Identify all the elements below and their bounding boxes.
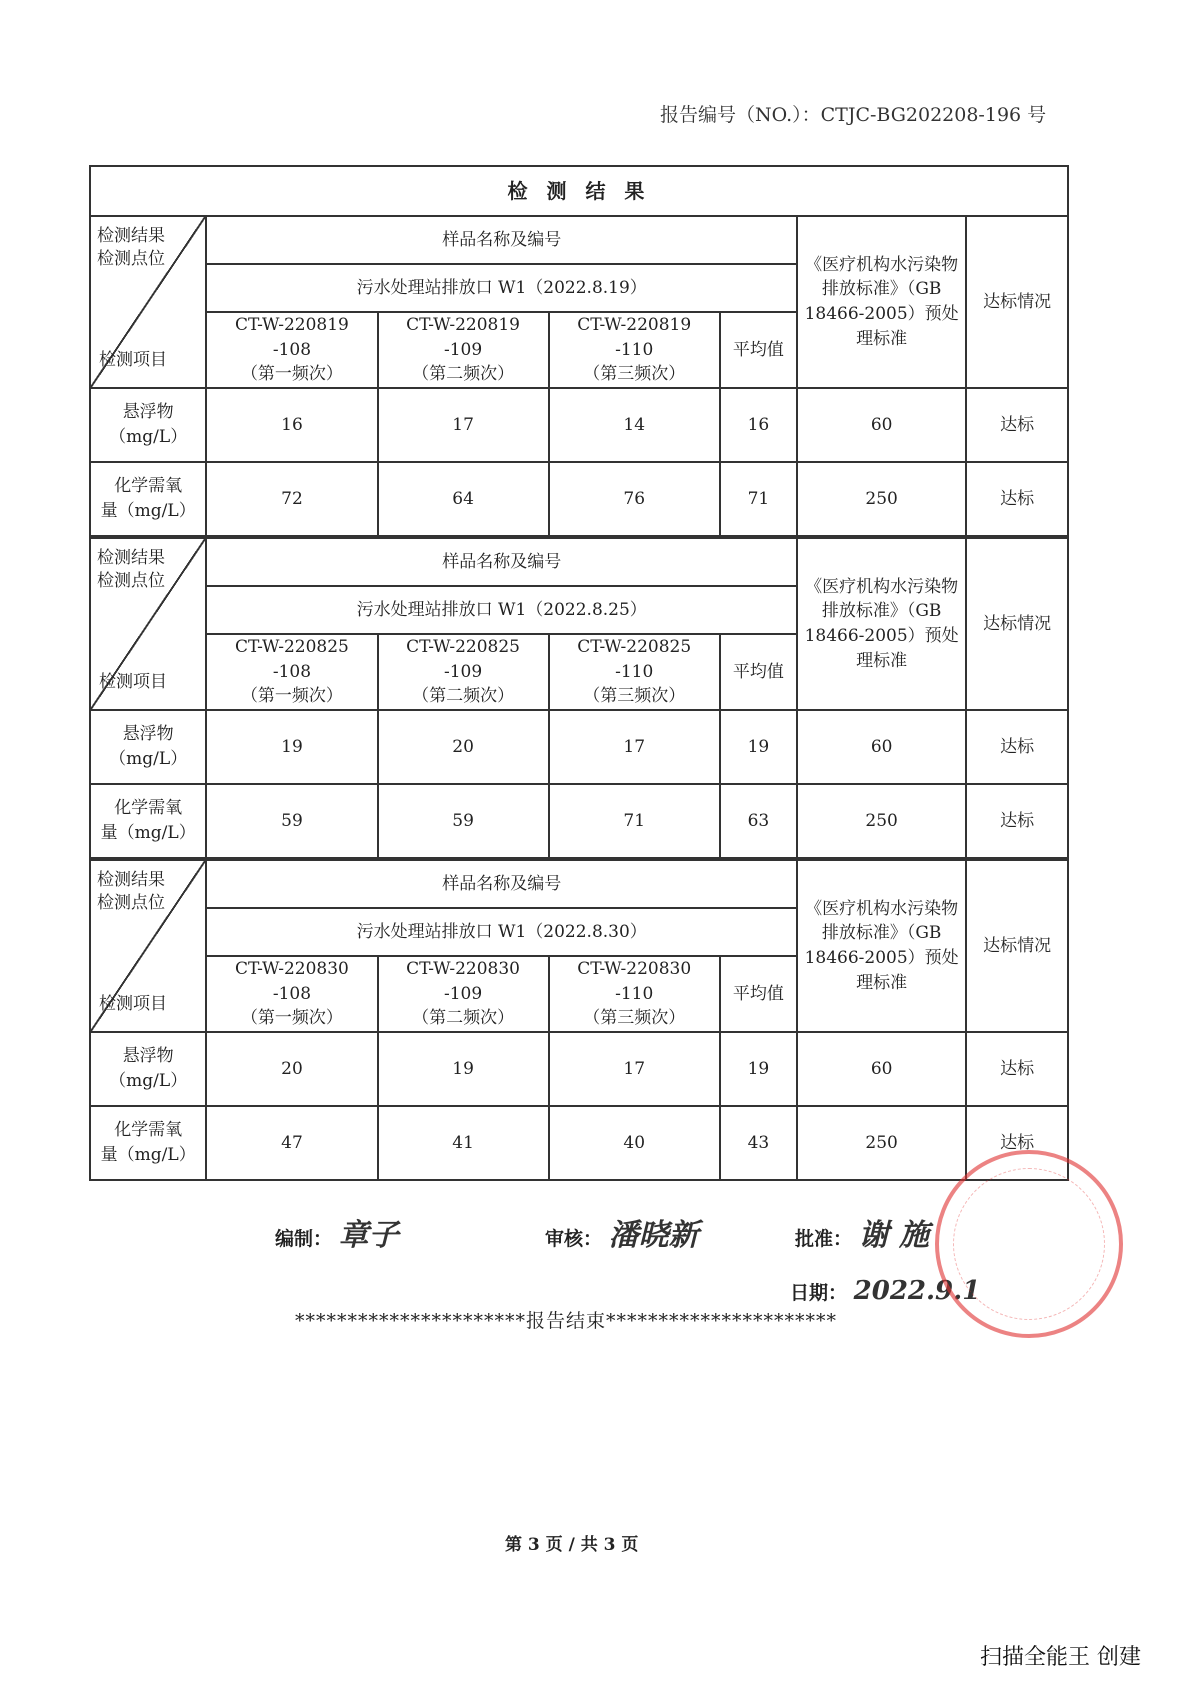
- date-value: 2022.9.1: [853, 1276, 981, 1306]
- sample-id-cell: CT-W-220825 -109 （第二频次）: [378, 634, 549, 710]
- result-value-cell: 16: [206, 388, 377, 462]
- diagonal-bottom-label: 检测项目: [99, 994, 167, 1015]
- result-value-cell: 20: [206, 1032, 377, 1106]
- status-cell: 达标: [966, 710, 1068, 784]
- diagonal-bottom-label: 检测项目: [99, 350, 167, 371]
- sample-id-cell: CT-W-220830 -109 （第二频次）: [378, 956, 549, 1032]
- table-row: [90, 784, 1068, 858]
- result-value-cell: 19: [206, 710, 377, 784]
- result-value-cell: 47: [206, 1106, 377, 1180]
- sample-id-cell: CT-W-220819 -109 （第二频次）: [378, 312, 549, 388]
- result-value-cell: 19: [378, 1032, 549, 1106]
- result-table: [89, 859, 1069, 1181]
- result-value-cell: 14: [549, 388, 720, 462]
- approved-label: 批准：: [795, 1228, 853, 1250]
- result-value-cell: 72: [206, 462, 377, 536]
- result-table: [89, 537, 1069, 859]
- status-header: 达标情况: [966, 538, 1068, 710]
- sample-id-cell: CT-W-220830 -108 （第一频次）: [206, 956, 377, 1032]
- status-cell: 达标: [966, 784, 1068, 858]
- average-value-cell: 16: [720, 388, 797, 462]
- limit-value-cell: 250: [797, 784, 966, 858]
- status-header: 达标情况: [966, 216, 1068, 388]
- table-row: [90, 462, 1068, 536]
- page-number: 第 3 页 / 共 3 页: [505, 1535, 639, 1555]
- report-number: 报告编号（NO.）：CTJC-BG202208-196 号: [660, 104, 1047, 126]
- standard-header: 《医疗机构水污染物排放标准》（GB 18466-2005）预处理标准: [797, 538, 966, 710]
- diagonal-header-cell: [90, 538, 206, 710]
- test-item-cell: 化学需氧 量（mg/L）: [90, 784, 206, 858]
- standard-header: 《医疗机构水污染物排放标准》（GB 18466-2005）预处理标准: [797, 216, 966, 388]
- result-value-cell: 64: [378, 462, 549, 536]
- status-cell: 达标: [966, 462, 1068, 536]
- results-sheet: [89, 165, 1069, 1181]
- report-end-line: **********************报告结束**********************: [295, 1310, 838, 1332]
- average-value-cell: 71: [720, 462, 797, 536]
- sample-id-cell: CT-W-220819 -110 （第三频次）: [549, 312, 720, 388]
- average-header: 平均值: [720, 634, 797, 710]
- limit-value-cell: 60: [797, 388, 966, 462]
- result-blocks: [89, 215, 1069, 1181]
- diagonal-bottom-label: 检测项目: [99, 672, 167, 693]
- diagonal-top-label: 检测结果 检测点位: [97, 548, 165, 591]
- result-value-cell: 59: [378, 784, 549, 858]
- sample-name-header: 样品名称及编号: [206, 860, 797, 908]
- reviewed-signature: 潘晓新: [608, 1218, 699, 1253]
- limit-value-cell: 60: [797, 710, 966, 784]
- location-cell: 污水处理站排放口 W1（2022.8.19）: [206, 264, 797, 312]
- status-header: 达标情况: [966, 860, 1068, 1032]
- result-value-cell: 20: [378, 710, 549, 784]
- average-header: 平均值: [720, 312, 797, 388]
- average-value-cell: 63: [720, 784, 797, 858]
- status-cell: 达标: [966, 1032, 1068, 1106]
- location-cell: 污水处理站排放口 W1（2022.8.30）: [206, 908, 797, 956]
- sample-id-cell: CT-W-220819 -108 （第一频次）: [206, 312, 377, 388]
- date-label: 日期：: [790, 1282, 848, 1304]
- compiled-by: [275, 1210, 399, 1254]
- test-item-cell: 化学需氧 量（mg/L）: [90, 462, 206, 536]
- diagonal-header-cell: [90, 860, 206, 1032]
- limit-value-cell: 60: [797, 1032, 966, 1106]
- status-cell: 达标: [966, 388, 1068, 462]
- diagonal-header-cell: [90, 216, 206, 388]
- sample-name-header: 样品名称及编号: [206, 538, 797, 586]
- diagonal-top-label: 检测结果 检测点位: [97, 870, 165, 913]
- result-value-cell: 17: [549, 1032, 720, 1106]
- table-row: [90, 388, 1068, 462]
- approved-by: [795, 1210, 929, 1254]
- scanner-watermark: 扫描全能王 创建: [980, 1645, 1141, 1670]
- test-item-cell: 悬浮物 （mg/L）: [90, 710, 206, 784]
- average-header: 平均值: [720, 956, 797, 1032]
- result-value-cell: 17: [549, 710, 720, 784]
- result-value-cell: 41: [378, 1106, 549, 1180]
- sample-name-header: 样品名称及编号: [206, 216, 797, 264]
- sample-id-cell: CT-W-220830 -110 （第三频次）: [549, 956, 720, 1032]
- reviewed-label: 审核：: [545, 1228, 603, 1250]
- reviewed-by: [545, 1210, 699, 1254]
- result-value-cell: 40: [549, 1106, 720, 1180]
- average-value-cell: 19: [720, 710, 797, 784]
- result-value-cell: 71: [549, 784, 720, 858]
- result-table: [89, 215, 1069, 537]
- result-value-cell: 76: [549, 462, 720, 536]
- result-value-cell: 17: [378, 388, 549, 462]
- table-row: [90, 1106, 1068, 1180]
- test-item-cell: 悬浮物 （mg/L）: [90, 1032, 206, 1106]
- location-cell: 污水处理站排放口 W1（2022.8.25）: [206, 586, 797, 634]
- sample-id-cell: CT-W-220825 -110 （第三频次）: [549, 634, 720, 710]
- sample-id-cell: CT-W-220825 -108 （第一频次）: [206, 634, 377, 710]
- table-title: 检 测 结 果: [89, 165, 1069, 215]
- table-row: [90, 710, 1068, 784]
- limit-value-cell: 250: [797, 1106, 966, 1180]
- result-value-cell: 59: [206, 784, 377, 858]
- test-item-cell: 化学需氧 量（mg/L）: [90, 1106, 206, 1180]
- compiled-signature: 章子: [338, 1218, 399, 1253]
- status-cell: 达标: [966, 1106, 1068, 1180]
- average-value-cell: 19: [720, 1032, 797, 1106]
- standard-header: 《医疗机构水污染物排放标准》（GB 18466-2005）预处理标准: [797, 860, 966, 1032]
- test-item-cell: 悬浮物 （mg/L）: [90, 388, 206, 462]
- table-row: [90, 1032, 1068, 1106]
- compiled-label: 编制：: [275, 1228, 333, 1250]
- company-seal: [935, 1150, 1123, 1338]
- average-value-cell: 43: [720, 1106, 797, 1180]
- diagonal-top-label: 检测结果 检测点位: [97, 226, 165, 269]
- limit-value-cell: 250: [797, 462, 966, 536]
- approved-signature: 谢 施: [858, 1218, 930, 1253]
